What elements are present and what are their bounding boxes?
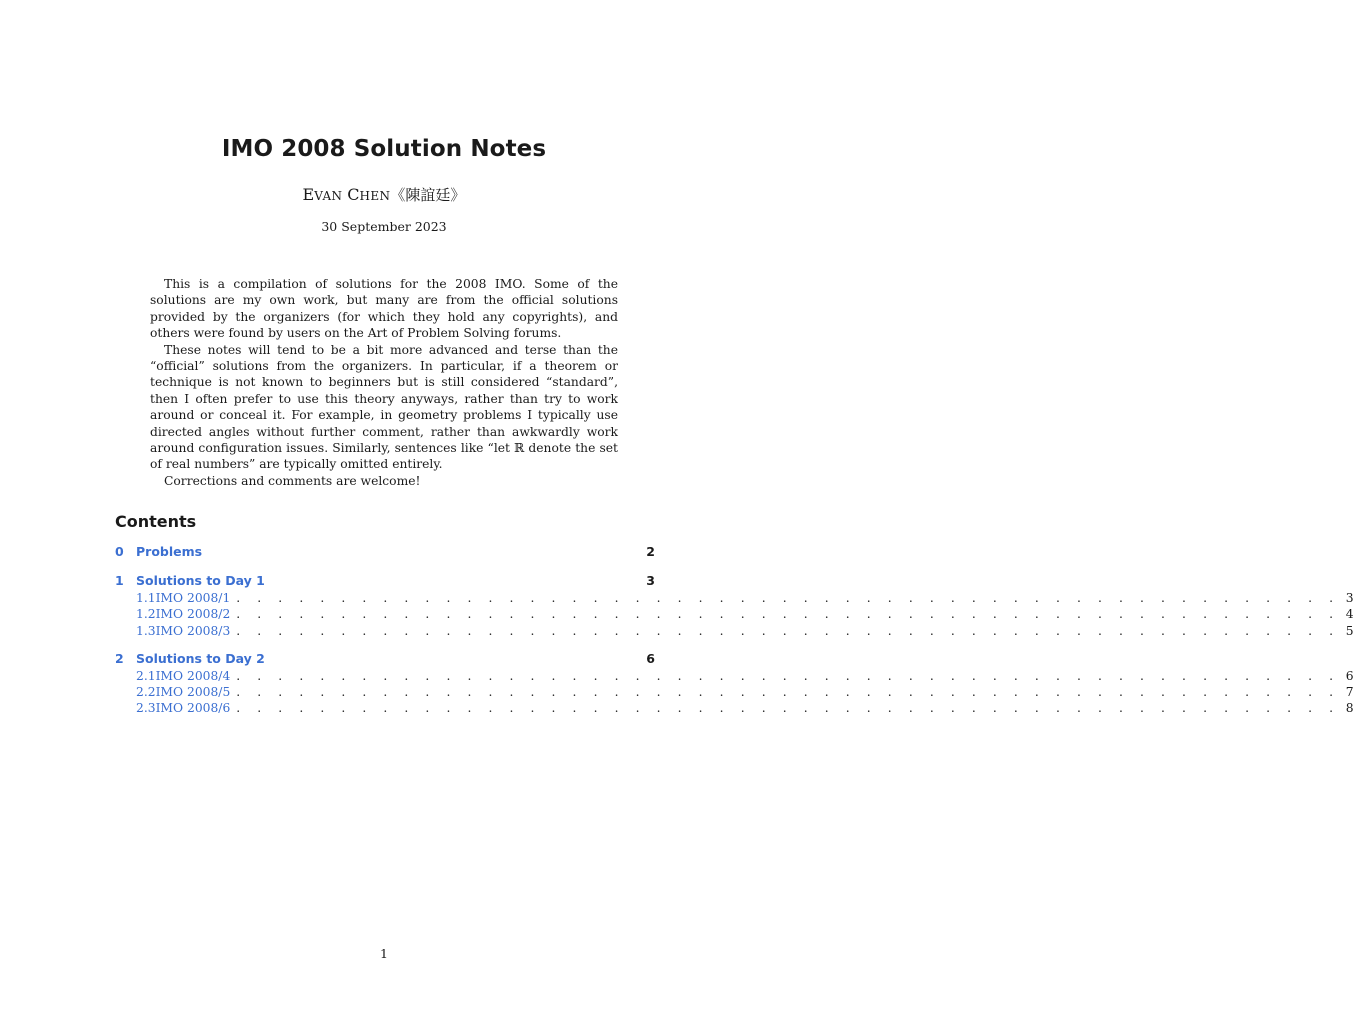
toc-subsection-imo-2008-3[interactable] xyxy=(115,623,1354,640)
toc-section-number: 0 xyxy=(115,544,124,559)
toc-subsection-link[interactable]: IMO 2008/3 xyxy=(155,623,231,638)
author-last-initial: C xyxy=(347,185,360,204)
toc-leader-dots: . . . . . . . . . . . . . . . . . . . . . . . . . . . . . . . . . . . . . . . . . . . . . . . . . . . . . xyxy=(236,623,1340,638)
abstract xyxy=(150,276,618,489)
toc-leader-dots: . . . . . . . . . . . . . . . . . . . . . . . . . . . . . . . . . . . . . . . . . . . . . . . . . . . . . xyxy=(236,685,1340,700)
toc-section-page: 3 xyxy=(646,573,655,588)
toc-subsection-number: 2.3 xyxy=(136,701,156,716)
toc-section-number: 2 xyxy=(115,650,124,666)
toc-section-day-2[interactable] xyxy=(115,651,655,669)
toc-leader-dots: . . . . . . . . . . . . . . . . . . . . . . . . . . . . . . . . . . . . . . . . . . . . . . . . . . . . . xyxy=(236,607,1340,622)
toc-subsection-link[interactable]: IMO 2008/6 xyxy=(155,701,231,716)
toc-subsection-page: 3 xyxy=(1345,591,1354,605)
author-last-rest: HEN xyxy=(359,189,391,203)
toc-subsection-page: 6 xyxy=(1345,668,1354,683)
toc-leader-dots: . . . . . . . . . . . . . . . . . . . . . . . . . . . . . . . . . . . . . . . . . . . . . . . . . . . . . xyxy=(236,701,1340,716)
document-title: IMO 2008 Solution Notes xyxy=(221,136,547,162)
toc-section-group xyxy=(115,650,1354,718)
toc-subsection-link[interactable]: IMO 2008/5 xyxy=(155,685,231,700)
toc-subsection-imo-2008-2[interactable] xyxy=(115,607,1354,623)
contents-heading: Contents xyxy=(115,512,197,531)
toc-subsection-imo-2008-5[interactable] xyxy=(115,685,1354,701)
toc-subsection-link[interactable]: IMO 2008/4 xyxy=(155,668,231,683)
abstract-paragraph: Corrections and comments are welcome! xyxy=(164,473,421,488)
toc-subsection-page: 5 xyxy=(1345,623,1354,638)
toc-subsection-imo-2008-6[interactable] xyxy=(115,701,1354,717)
toc-section-link[interactable]: Solutions to Day 2 xyxy=(136,650,265,666)
toc-subsection-link[interactable]: IMO 2008/1 xyxy=(155,591,231,605)
toc-subsection-page: 4 xyxy=(1345,607,1354,622)
author-line xyxy=(0,184,768,205)
toc-subsection-link[interactable]: IMO 2008/2 xyxy=(155,607,231,622)
toc-section-link[interactable]: Problems xyxy=(136,544,203,559)
toc-subsection-number: 1.3 xyxy=(136,623,156,638)
toc-section-problems[interactable] xyxy=(115,544,655,562)
toc-leader-dots: . . . . . . . . . . . . . . . . . . . . . . . . . . . . . . . . . . . . . . . . . . . . . . . . . . . . . xyxy=(236,668,1340,683)
toc-section-group xyxy=(115,573,1354,640)
author-first-initial: E xyxy=(302,185,315,204)
abstract-paragraph: This is a compilation of solutions for the 2008 IMO. Some of the solutions are my own work, but many are from the official solutions provided by the organizers (for which they hold any copyrights), and others were found by users on the Art of Problem Solving forums. xyxy=(150,277,618,341)
toc-section-page: 2 xyxy=(646,544,655,559)
toc-subsection-imo-2008-4[interactable] xyxy=(115,668,1354,685)
toc-subsection-number: 1.2 xyxy=(136,607,156,622)
toc-section-group xyxy=(115,544,655,562)
document-date: 30 September 2023 xyxy=(321,219,447,234)
toc-section-day-1[interactable] xyxy=(115,573,655,591)
author-cjk-name: 《陳誼廷》 xyxy=(390,186,466,204)
author-first-rest: VAN xyxy=(314,189,343,203)
abstract-paragraph: These notes will tend to be a bit more advanced and terse than the “official” solutions from the organizers. In particular, if a theorem or technique is not known to beginners but is still considered “standard”, then I often prefer to use this theory anyways, rather than try to work around or conceal it. For example, in geometry problems I typically use directed angles without further comment, rather than awkwardly work around configuration issues. Similarly, sentences like “let ℝ denote the set of real numbers” are typically omitted entirely. xyxy=(150,342,618,472)
toc-section-link[interactable]: Solutions to Day 1 xyxy=(136,573,265,588)
toc-subsection-number: 1.1 xyxy=(136,591,156,605)
toc-subsection-number: 2.2 xyxy=(136,685,156,700)
toc-subsection-number: 2.1 xyxy=(136,668,156,683)
toc-leader-dots: . . . . . . . . . . . . . . . . . . . . . . . . . . . . . . . . . . . . . . . . . . . . . . . . . . . . . xyxy=(236,591,1340,605)
page-number: 1 xyxy=(380,946,388,961)
table-of-contents xyxy=(115,544,1354,729)
toc-section-page: 6 xyxy=(646,650,655,666)
toc-subsection-page: 8 xyxy=(1345,701,1354,716)
toc-subsection-imo-2008-1[interactable] xyxy=(115,591,1354,607)
toc-section-number: 1 xyxy=(115,573,124,588)
toc-subsection-page: 7 xyxy=(1345,685,1354,700)
